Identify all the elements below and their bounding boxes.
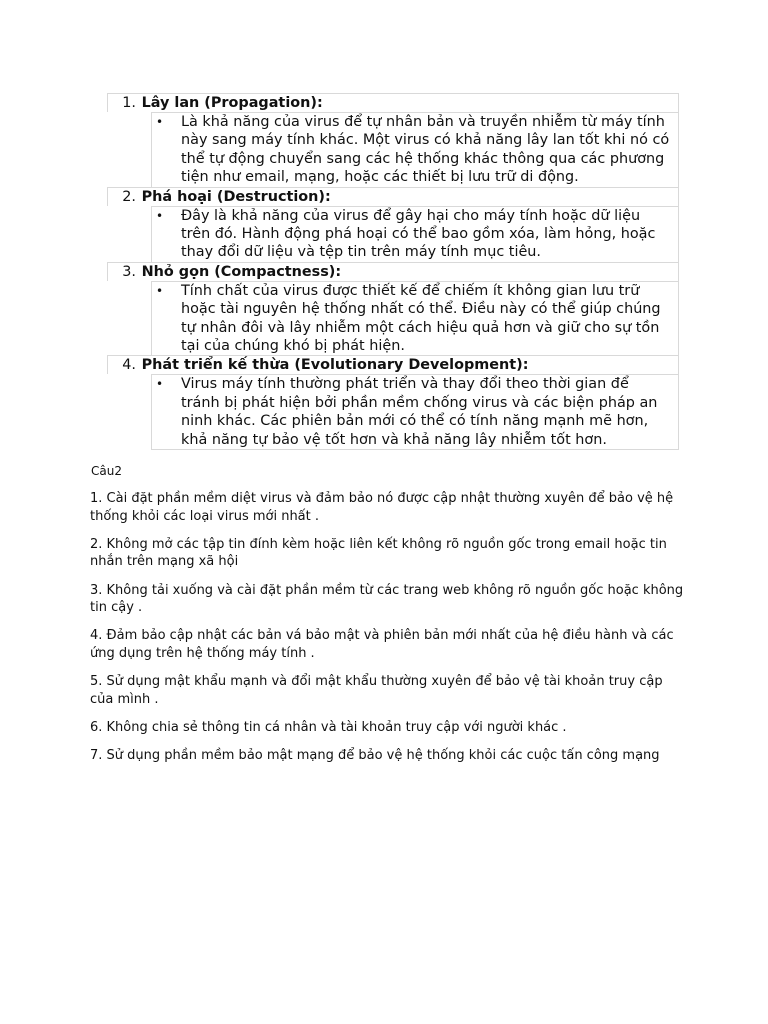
step-item: 1. Cài đặt phần mềm diệt virus và đảm bảo nó được cập nhật thường xuyên để bảo vệ hệ thống khỏi các loại virus mới nhất . — [90, 491, 674, 524]
criteria-heading — [107, 262, 679, 281]
criteria-title: Lây lan (Propagation): — [141, 95, 323, 111]
step-item: 6. Không chia sẻ thông tin cá nhân và tài khoản truy cập với người khác . — [90, 719, 567, 735]
criteria-description — [151, 374, 679, 450]
criteria-number: 1. — [122, 95, 136, 111]
step-item: 5. Sử dụng mật khẩu mạnh và đổi mật khẩu thường xuyên để bảo vệ tài khoản truy cập của mình . — [90, 674, 663, 707]
criteria-description — [151, 112, 679, 187]
criteria-text: Là khả năng của virus để tự nhân bản và truyền nhiễm từ máy tính này sang máy tính khác. Một virus có khả năng lây lan tốt khi nó có thể tự động chuyển sang các hệ thống khác thông qua các phương tiện như email, mạng, hoặc các thiết bị lưu trữ di động. — [181, 114, 670, 186]
criteria-heading — [107, 187, 679, 206]
criteria-title: Phát triển kế thừa (Evolutionary Development): — [141, 357, 529, 374]
criteria-text: Tính chất của virus được thiết kế để chiếm ít không gian lưu trữ hoặc tài nguyên hệ thống nhất có thể. Điều này có thể giúp chúng tự nhân đôi và lây nhiễm một cách hiệu quả hơn và giữ cho sự tồn tại của chúng khó bị phát hiện. — [181, 282, 661, 355]
criteria-description — [151, 281, 679, 356]
criteria-text: Đây là khả năng của virus để gây hại cho máy tính hoặc dữ liệu trên đó. Hành động phá hoại có thể bao gồm xóa, làm hỏng, hoặc thay đổi dữ liệu và tệp tin trên máy tính mục tiêu. — [181, 207, 656, 261]
bullet-icon: • — [156, 377, 164, 392]
virus-criteria-list — [107, 93, 679, 450]
bullet-icon: • — [156, 208, 164, 223]
criteria-title: Phá hoại (Destruction): — [141, 188, 331, 205]
step-item: 4. Đảm bảo cập nhật các bản vá bảo mật và phiên bản mới nhất của hệ điều hành và các ứng dụng trên hệ thống máy tính . — [90, 628, 674, 661]
step-item: 7. Sử dụng phần mềm bảo mật mạng để bảo vệ hệ thống khỏi các cuộc tấn công mạng — [90, 748, 660, 764]
criteria-text: Virus máy tính thường phát triển và thay đổi theo thời gian để tránh bị phát hiện bởi phần mềm chống virus và các biện pháp an ninh khác. Các phiên bản mới có thể có tính năng mạnh mẽ hơn, khả năng tự bảo vệ tốt hơn và khả năng lây nhiễm tốt hơn. — [181, 376, 658, 448]
criteria-number: 4. — [122, 357, 136, 374]
bullet-icon: • — [156, 115, 164, 129]
criteria-number: 2. — [122, 188, 136, 205]
criteria-description — [151, 206, 679, 262]
criteria-number: 3. — [122, 263, 136, 280]
bullet-icon: • — [156, 283, 164, 298]
protection-steps — [90, 490, 690, 775]
step-item: 3. Không tải xuống và cài đặt phần mềm từ các trang web không rõ nguồn gốc hoặc không tin cậy . — [90, 582, 684, 616]
step-item: 2. Không mở các tập tin đính kèm hoặc liên kết không rõ nguồn gốc trong email hoặc tin nhắn trên mạng xã hội — [90, 536, 667, 570]
criteria-heading — [107, 355, 679, 374]
criteria-heading — [107, 93, 679, 112]
section-label: Câu2 — [91, 464, 122, 478]
criteria-title: Nhỏ gọn (Compactness): — [141, 263, 342, 280]
